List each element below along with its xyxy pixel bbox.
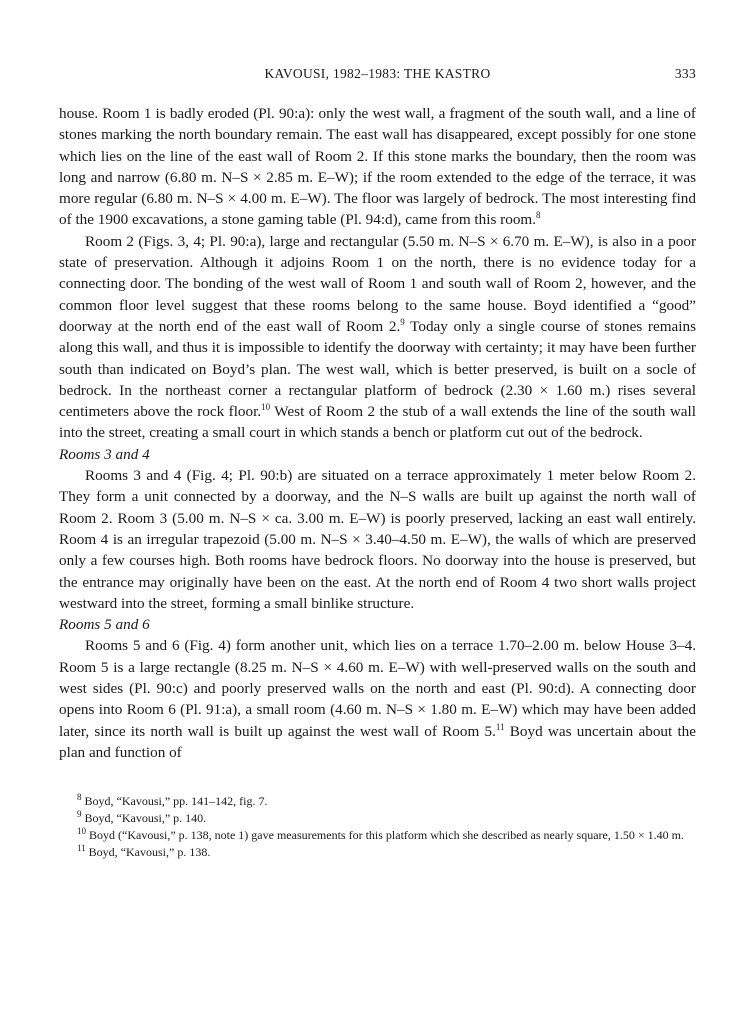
footnote-text: Boyd (“Kavousi,” p. 138, note 1) gave measurements for this platform which she described as nearly square, 1.50 × 1.40 m. xyxy=(89,828,684,843)
footnote-ref[interactable]: 11 xyxy=(495,721,505,732)
footnote xyxy=(59,793,696,810)
footnote-number: 11 xyxy=(77,843,86,854)
footnote xyxy=(59,827,696,844)
footnote-ref[interactable]: 10 xyxy=(261,402,271,413)
paragraph-room-2 xyxy=(59,231,696,444)
body-text xyxy=(59,103,696,763)
footnote-number: 9 xyxy=(77,809,82,820)
footnote-ref[interactable]: 8 xyxy=(536,210,541,221)
footnotes xyxy=(59,793,696,861)
page-number: 333 xyxy=(674,66,696,81)
footnote-ref[interactable]: 9 xyxy=(400,316,405,327)
footnote xyxy=(59,844,696,861)
footnote-text: Boyd, “Kavousi,” p. 140. xyxy=(84,811,207,826)
paragraph-rooms-3-4 xyxy=(59,465,696,614)
paragraph-text: Boyd was uncertain about the plan and function of xyxy=(59,722,697,761)
section-heading-rooms-3-4: Rooms 3 and 4 xyxy=(59,445,150,463)
footnote-text: Boyd, “Kavousi,” p. 138. xyxy=(88,845,211,860)
running-title: KAVOUSI, 1982–1983: THE KASTRO xyxy=(264,66,491,81)
running-head xyxy=(59,66,696,88)
page xyxy=(59,66,696,861)
paragraph-text: Today only a single course of stones remains along this wall, and thus it is impossible to identify the doorway with certainty; it may have been further south than indicated on Boyd’s plan. The west wall, which is better preserved, is built on a socle of bedrock. In the northeast corner a rectangular platform of bedrock (2.30 × 1.60 m.) rises several centimeters above the rock floor. xyxy=(59,317,696,421)
footnote-number: 8 xyxy=(77,792,82,803)
paragraph-text: West of Room 2 the stub of a wall extends the line of the south wall into the street, creating a small court in which stands a bench or platform cut out of the bedrock. xyxy=(59,403,696,442)
footnote-number: 10 xyxy=(77,826,86,837)
paragraph-text: Rooms 5 and 6 (Fig. 4) form another unit, which lies on a terrace 1.70–2.00 m. below House 3–4. Room 5 is a large rectangle (8.25 m. N–S × 4.60 m. E–W) with well-preserved walls on the south and west sides (Pl. 90:c) and poorly preserved walls on the north and east (Pl. 90:d). A connecting door opens into Room 6 (Pl. 91:a), a small room (4.60 m. N–S × 1.80 m. E–W) which may have been added later, since its north wall is built up against the west wall of Room 5. xyxy=(59,637,696,740)
footnote-text: Boyd, “Kavousi,” pp. 141–142, fig. 7. xyxy=(84,794,268,809)
paragraph-text: Rooms 3 and 4 (Fig. 4; Pl. 90:b) are situated on a terrace approximately 1 meter below Room 2. They form a unit connected by a doorway, and the N–S walls are built up against the north wall of Room 2. Room 3 (5.00 m. N–S × ca. 3.00 m. E–W) is poorly preserved, lacking an east wall entirely. Room 4 is an irregular trapezoid (5.00 m. N–S × 3.40–4.50 m. E–W), the walls of which are preserved only a few courses high. Both rooms have bedrock floors. No doorway into the house is preserved, but the entrance may originally have been on the east. At the north end of Room 4 two short walls project westward into the street, forming a small binlike structure. xyxy=(59,467,696,612)
paragraph-text: Room 2 (Figs. 3, 4; Pl. 90:a), large and rectangular (5.50 m. N–S × 6.70 m. E–W), is also in a poor state of preservation. Although it adjoins Room 1 on the north, there is no evidence today for a connecting door. The bonding of the west wall of Room 1 and south wall of Room 2, however, and the common floor level suggest that these rooms belong to the same house. Boyd identified a “good” doorway at the north end of the east wall of Room 2. xyxy=(59,232,696,335)
paragraph-room-1 xyxy=(59,103,696,231)
paragraph-text: house. Room 1 is badly eroded (Pl. 90:a): only the west wall, a fragment of the south wall, and a line of stones marking the north boundary remain. The east wall has disappeared, except possibly for one stone which lies on the line of the east wall of Room 2. If this stone marks the boundary, then the room was long and narrow (6.80 m. N–S × 2.85 m. E–W); if the room extended to the edge of the terrace, it was more regular (6.80 m. N–S × 4.00 m. E–W). The floor was largely of bedrock. The most interesting find of the 1900 excavations, a stone gaming table (Pl. 94:d), came from this room. xyxy=(59,105,696,229)
footnote xyxy=(59,810,696,827)
section-heading-rooms-5-6: Rooms 5 and 6 xyxy=(59,616,150,634)
paragraph-rooms-5-6 xyxy=(59,635,696,763)
